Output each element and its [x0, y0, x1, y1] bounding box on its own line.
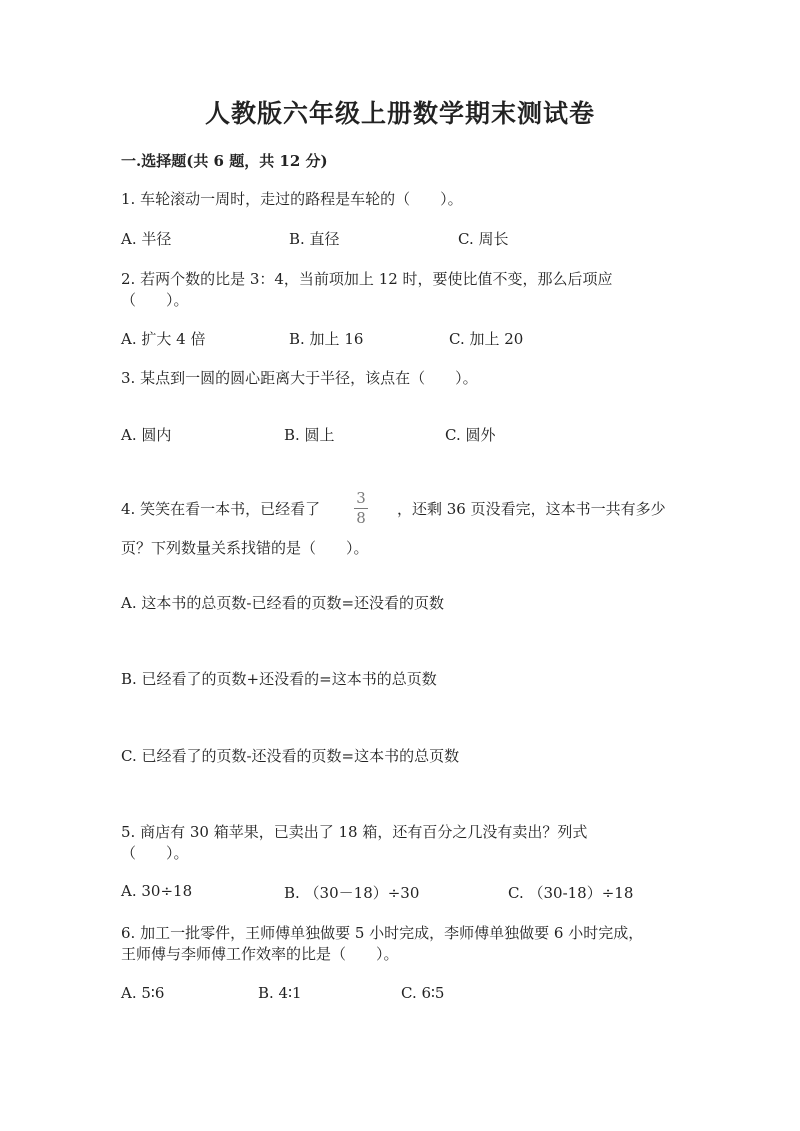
question-5-text-line2: （ ）。: [121, 844, 189, 862]
section-heading: 一.选择题(共 6 题，共 12 分): [121, 152, 328, 170]
question-4-option-b: B. 已经看了的页数+还没看的=这本书的总页数: [121, 670, 437, 688]
question-1-option-a: A. 半径: [121, 230, 172, 248]
question-6-option-b: B. 4∶1: [258, 984, 302, 1002]
question-4-text-part2: ，还剩 36 页没看完，这本书一共有多少: [397, 500, 666, 518]
page-title: 人教版六年级上册数学期末测试卷: [204, 99, 595, 128]
question-6-text-line2: 王师傅与李师傅工作效率的比是（ ）。: [121, 945, 399, 963]
question-5-text-line1: 5. 商店有 30 箱苹果，已卖出了 18 箱，还有百分之几没有卖出？列式: [121, 823, 588, 841]
fraction-numerator: 3: [356, 489, 366, 507]
question-3-text: 3. 某点到一圆的圆心距离大于半径，该点在（ ）。: [121, 369, 478, 387]
question-2-text-line2: （ ）。: [121, 291, 189, 309]
question-5-option-b: B. （30－18）÷30: [284, 884, 420, 902]
question-6-option-a: A. 5∶6: [121, 984, 165, 1002]
question-3-option-b: B. 圆上: [284, 426, 335, 444]
fraction-denominator: 8: [356, 509, 366, 527]
question-2-option-b: B. 加上 16: [289, 330, 364, 348]
question-1-text: 1. 车轮滚动一周时，走过的路程是车轮的（ ）。: [121, 190, 463, 208]
question-4-text-line2: 页？下列数量关系找错的是（ ）。: [121, 539, 369, 557]
fraction-three-eighths: [352, 490, 370, 527]
question-5-option-c: C. （30-18）÷18: [508, 884, 634, 902]
question-1-option-b: B. 直径: [289, 230, 340, 248]
question-5-option-a: A. 30÷18: [121, 882, 193, 900]
question-6-option-c: C. 6∶5: [401, 984, 445, 1002]
question-1-option-c: C. 周长: [458, 230, 509, 248]
question-2-option-a: A. 扩大 4 倍: [121, 330, 206, 348]
question-4-text-part1: 4. 笑笑在看一本书，已经看了: [121, 500, 321, 518]
question-2-text-line1: 2. 若两个数的比是 3：4，当前项加上 12 时，要使比值不变，那么后项应: [121, 270, 613, 288]
question-4-option-c: C. 已经看了的页数-还没看的页数=这本书的总页数: [121, 747, 460, 765]
question-3-option-c: C. 圆外: [445, 426, 496, 444]
question-4-option-a: A. 这本书的总页数-已经看的页数=还没看的页数: [121, 594, 445, 612]
question-6-text-line1: 6. 加工一批零件，王师傅单独做要 5 小时完成，李师傅单独做要 6 小时完成，: [121, 924, 644, 942]
question-2-option-c: C. 加上 20: [449, 330, 524, 348]
question-3-option-a: A. 圆内: [121, 426, 172, 444]
